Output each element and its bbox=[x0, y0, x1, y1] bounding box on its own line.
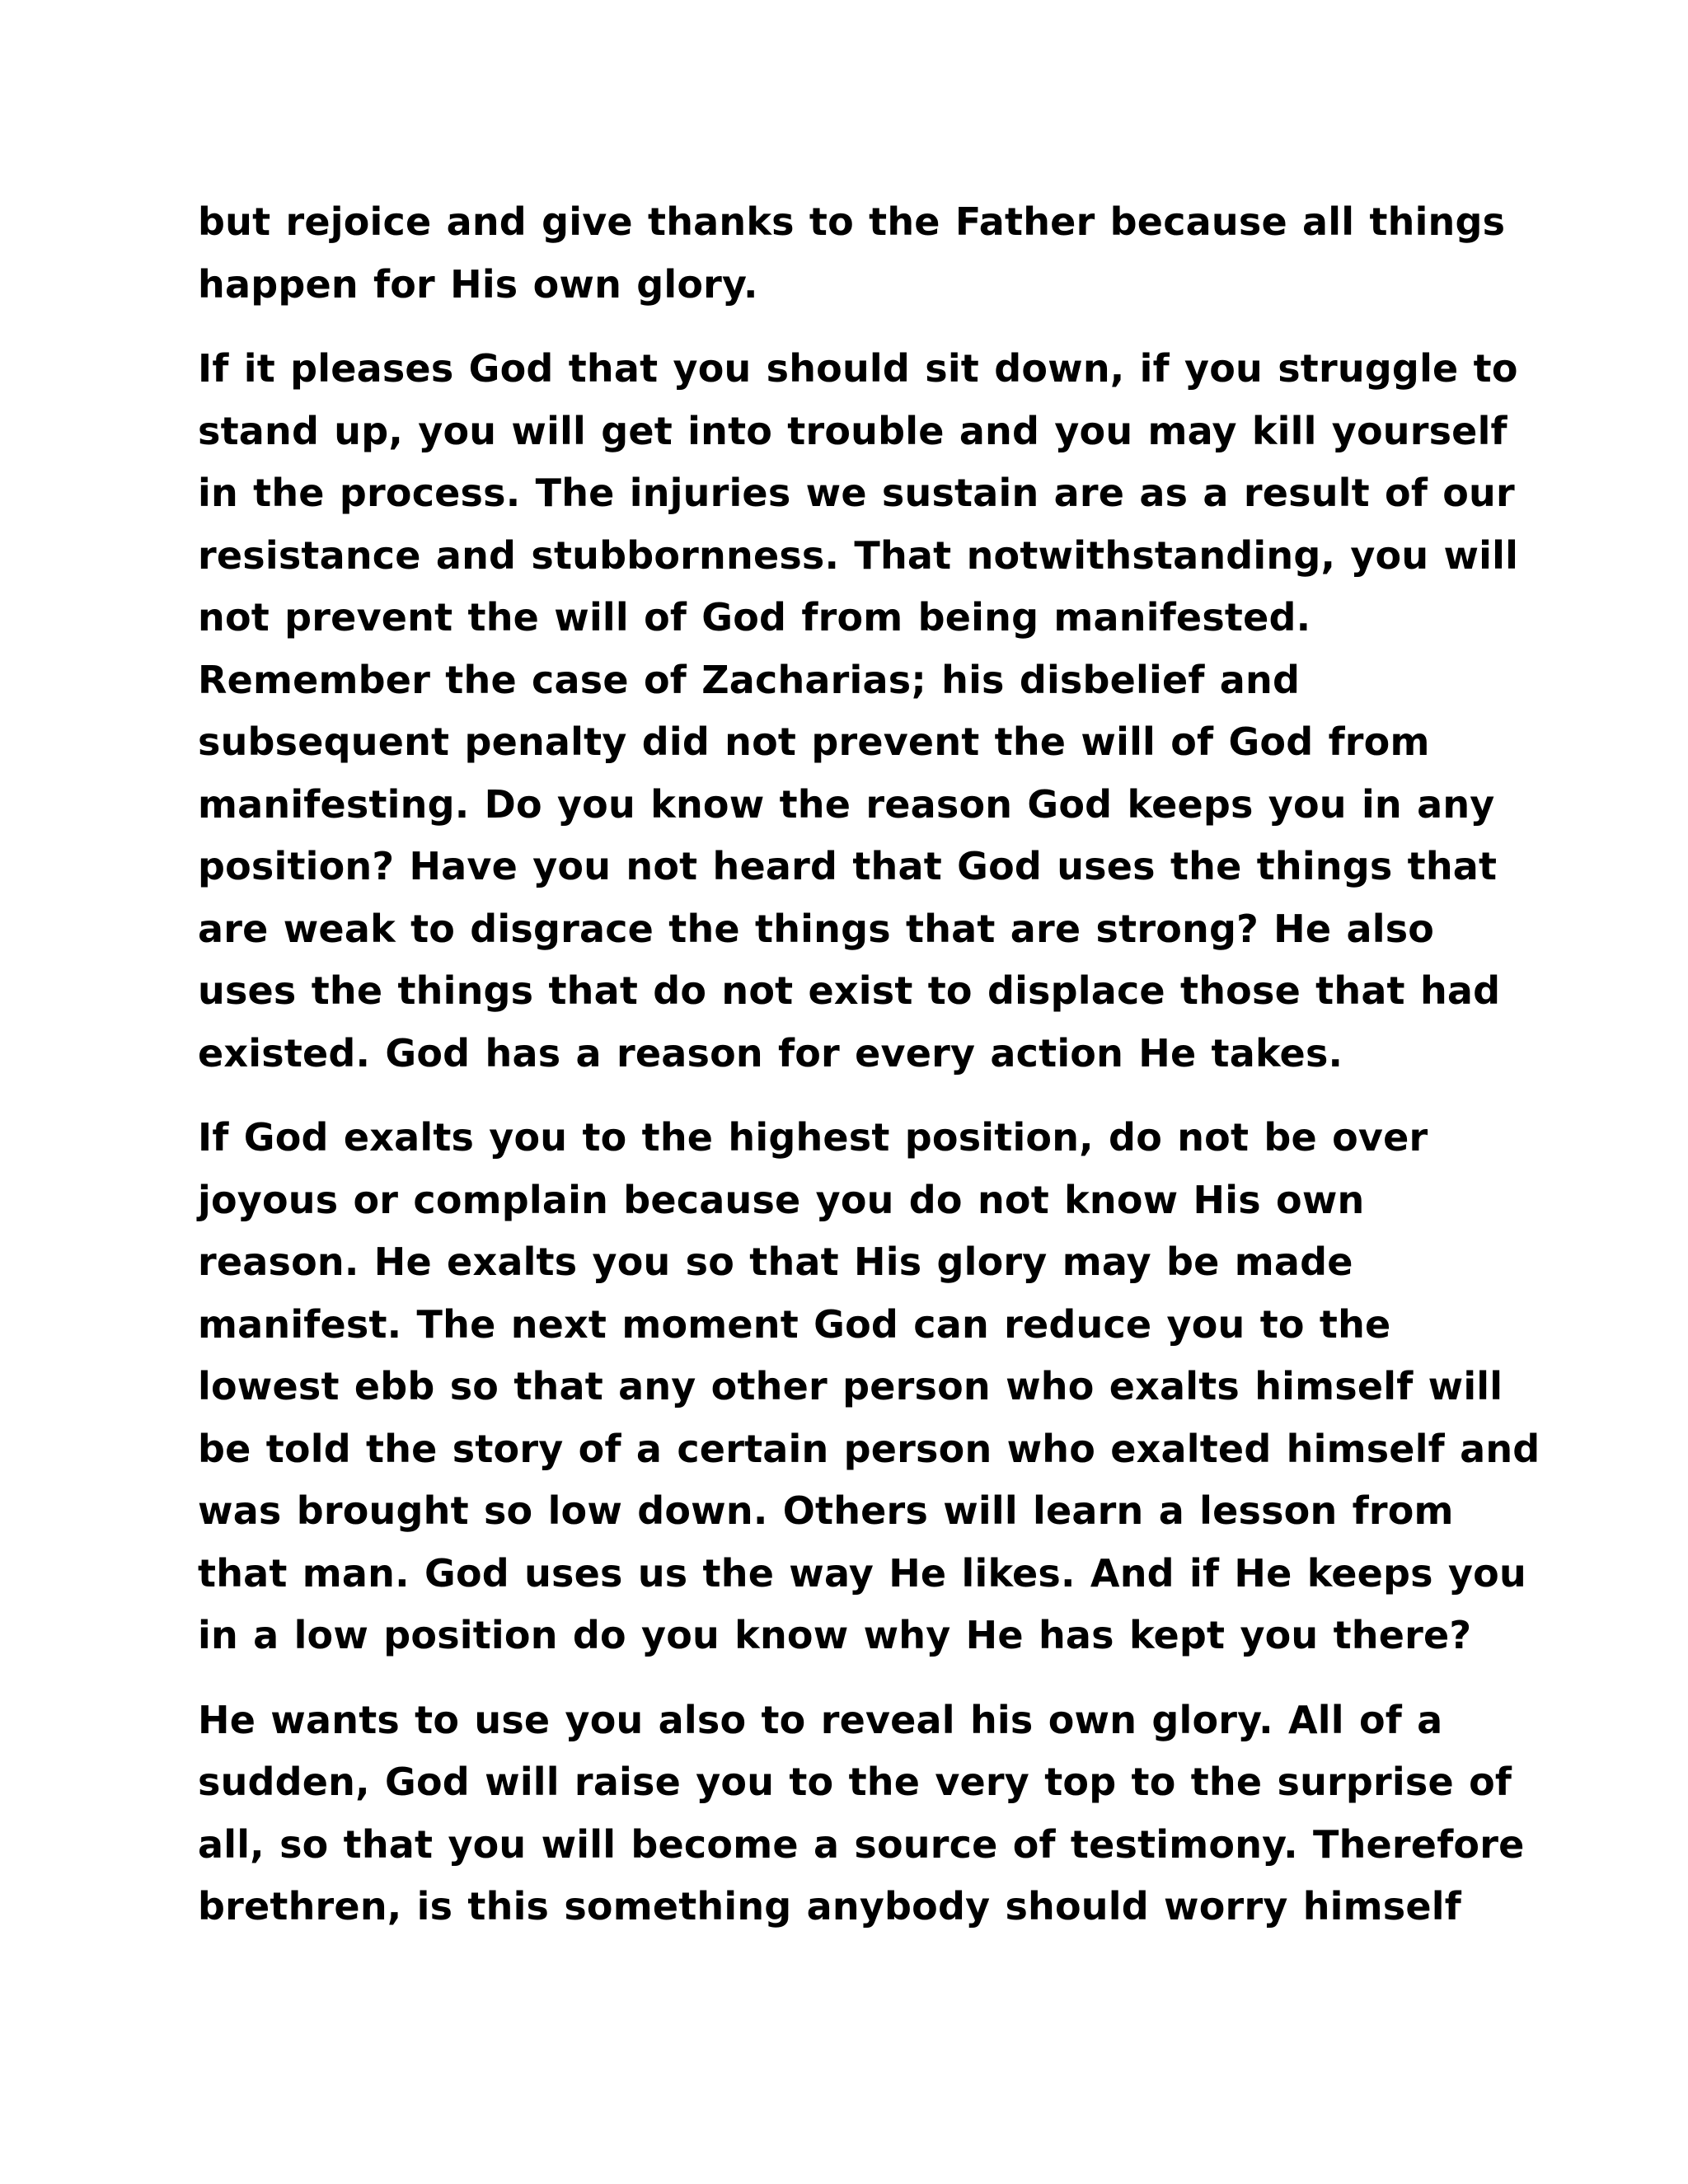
text-line: sudden, God will raise you to the very top to the surprise of bbox=[198, 1760, 1512, 1804]
text-line: brethren, is this something anybody should worry himself bbox=[198, 1884, 1461, 1929]
text-line: He wants to use you also to reveal his own glory. All of a bbox=[198, 1697, 1443, 1742]
text-line: existed. God has a reason for every action He takes. bbox=[198, 1030, 1343, 1076]
text-line: manifesting. Do you know the reason God keeps you in any bbox=[198, 781, 1495, 827]
text-line: was brought so low down. Others will learn a lesson from bbox=[198, 1488, 1454, 1533]
text-line: all, so that you will become a source of testimony. Therefore bbox=[198, 1821, 1525, 1867]
text-line: If God exalts you to the highest position, do not be over bbox=[198, 1115, 1428, 1160]
text-line: be told the story of a certain person who exalted himself and bbox=[198, 1426, 1540, 1471]
paragraph-2 bbox=[198, 338, 1519, 1085]
paragraph-1 bbox=[198, 191, 1506, 316]
text-line: not prevent the will of God from being manifested. bbox=[198, 595, 1311, 640]
text-line: but rejoice and give thanks to the Father because all things bbox=[198, 199, 1506, 244]
body-text bbox=[198, 191, 1540, 1961]
text-line: subsequent penalty did not prevent the will of God from bbox=[198, 719, 1430, 764]
text-line: lowest ebb so that any other person who exalts himself will bbox=[198, 1364, 1503, 1408]
text-line: happen for His own glory. bbox=[198, 261, 758, 307]
text-line: in a low position do you know why He has kept you there? bbox=[198, 1613, 1472, 1657]
paragraph-3 bbox=[198, 1107, 1540, 1667]
text-line: uses the things that do not exist to displace those that had bbox=[198, 968, 1501, 1013]
text-line: If it pleases God that you should sit down, if you struggle to bbox=[198, 346, 1518, 391]
text-line: that man. God uses us the way He likes. And if He keeps you bbox=[198, 1550, 1526, 1596]
text-line: stand up, you will get into trouble and you may kill yourself bbox=[198, 408, 1507, 453]
text-line: manifest. The next moment God can reduce you to the bbox=[198, 1301, 1391, 1347]
text-line: resistance and stubbornness. That notwithstanding, you will bbox=[198, 532, 1519, 578]
text-line: are weak to disgrace the things that are strong? He also bbox=[198, 906, 1435, 951]
text-line: reason. He exalts you so that His glory may be made bbox=[198, 1240, 1353, 1284]
text-line: in the process. The injuries we sustain are as a result of our bbox=[198, 471, 1515, 515]
text-line: joyous or complain because you do not know His own bbox=[198, 1177, 1365, 1222]
text-line: position? Have you not heard that God uses the things that bbox=[198, 844, 1498, 888]
paragraph-4 bbox=[198, 1690, 1525, 1938]
text-line: Remember the case of Zacharias; his disbelief and bbox=[198, 657, 1301, 702]
